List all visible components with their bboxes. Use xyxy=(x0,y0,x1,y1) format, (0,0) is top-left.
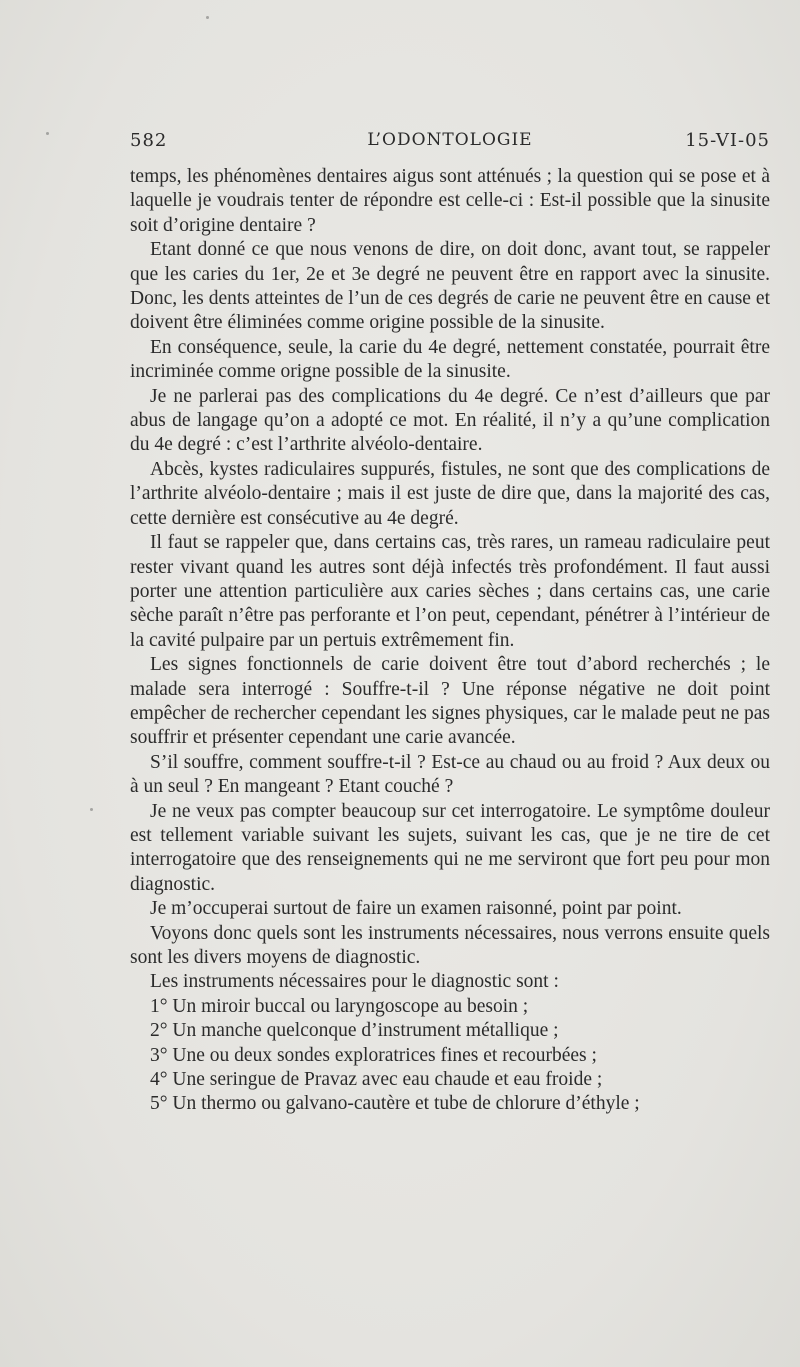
paragraph: temps, les phénomènes dentaires aigus sont atténués ; la question qui se pose et à laquelle je voudrais tenter de répondre est celle-ci : Est-il possible que la sinusite soit d’origine dentaire ? xyxy=(130,166,770,236)
journal-title: L’ODONTOLOGIE xyxy=(367,130,533,150)
paragraph: Je m’occuperai surtout de faire un examen raisonné, point par point. xyxy=(150,898,682,920)
list-item: 2° Un manche quelconque d’instrument métallique ; xyxy=(150,1020,559,1042)
paper-speck xyxy=(206,16,209,19)
paragraph: Voyons donc quels sont les instruments nécessaires, nous verrons ensuite quels sont les divers moyens de diagnostic. xyxy=(130,922,770,968)
paragraph: Abcès, kystes radiculaires suppurés, fistules, ne sont que des complications de l’arthrite alvéolo-dentaire ; mais il est juste de dire que, dans la majorité des cas, cette dernière est consécutive au 4e degré. xyxy=(130,458,770,529)
paragraph: Je ne veux pas compter beaucoup sur cet interrogatoire. Le symptôme douleur est tellement variable suivant les sujets, suivant les cas, que je ne tire de cet interrogatoire que des renseignements qui ne me serviront que fort peu pour mon diagnostic. xyxy=(130,800,770,895)
running-header xyxy=(130,130,770,158)
list-item: 5° Un thermo ou galvano-cautère et tube de chlorure d’éthyle ; xyxy=(150,1093,640,1115)
paragraph: Les signes fonctionnels de carie doivent être tout d’abord recherchés ; le malade sera interrogé : Souffre-t-il ? Une réponse négative ne doit point empêcher de rechercher cependant les signes physiques, car le malade peut ne pas souffrir et présenter cependant une carie avancée. xyxy=(130,654,770,749)
list-item: 1° Un miroir buccal ou laryngoscope au besoin ; xyxy=(150,995,529,1017)
list-item: 3° Une ou deux sondes exploratrices fines et recourbées ; xyxy=(150,1044,597,1066)
paper-speck xyxy=(46,132,49,135)
paragraph: En conséquence, seule, la carie du 4e degré, nettement constatée, pourrait être incriminée comme origne possible de la sinusite. xyxy=(130,336,770,383)
paragraph: Les instruments nécessaires pour le diagnostic sont : xyxy=(150,971,559,993)
page-number: 582 xyxy=(130,130,168,151)
paragraph: Il faut se rappeler que, dans certains cas, très rares, un rameau radiculaire peut rester vivant quand les autres sont déjà infectés très profondément. Il faut aussi porter une attention particulière aux caries sèches ; dans certains cas, une carie sèche paraît n’être pas perforante et l’on peut, cependant, pénétrer à l’intérieur de la cavité pulpaire par un pertuis extrêmement fin. xyxy=(130,532,770,651)
body-text xyxy=(130,165,770,1117)
list-item: 4° Une seringue de Pravaz avec eau chaude et eau froide ; xyxy=(150,1069,603,1091)
issue-date: 15-VI-05 xyxy=(685,130,770,151)
paragraph: Je ne parlerai pas des complications du 4e degré. Ce n’est d’ailleurs que par abus de langage qu’on a adopté ce mot. En réalité, il n’y a qu’une complication du 4e degré : c’est l’arthrite alvéolo-dentaire. xyxy=(130,385,770,456)
paragraph: S’il souffre, comment souffre-t-il ? Est-ce au chaud ou au froid ? Aux deux ou à un seul ? En mangeant ? Etant couché ? xyxy=(130,751,770,798)
paper-speck xyxy=(90,808,93,811)
paragraph: Etant donné ce que nous venons de dire, on doit donc, avant tout, se rappeler que les caries du 1er, 2e et 3e degré ne peuvent être en rapport avec la sinusite. Donc, les dents atteintes de l’un de ces degrés de carie ne peuvent être en cause et doivent être éliminées comme origine possible de la sinusite. xyxy=(130,239,770,334)
